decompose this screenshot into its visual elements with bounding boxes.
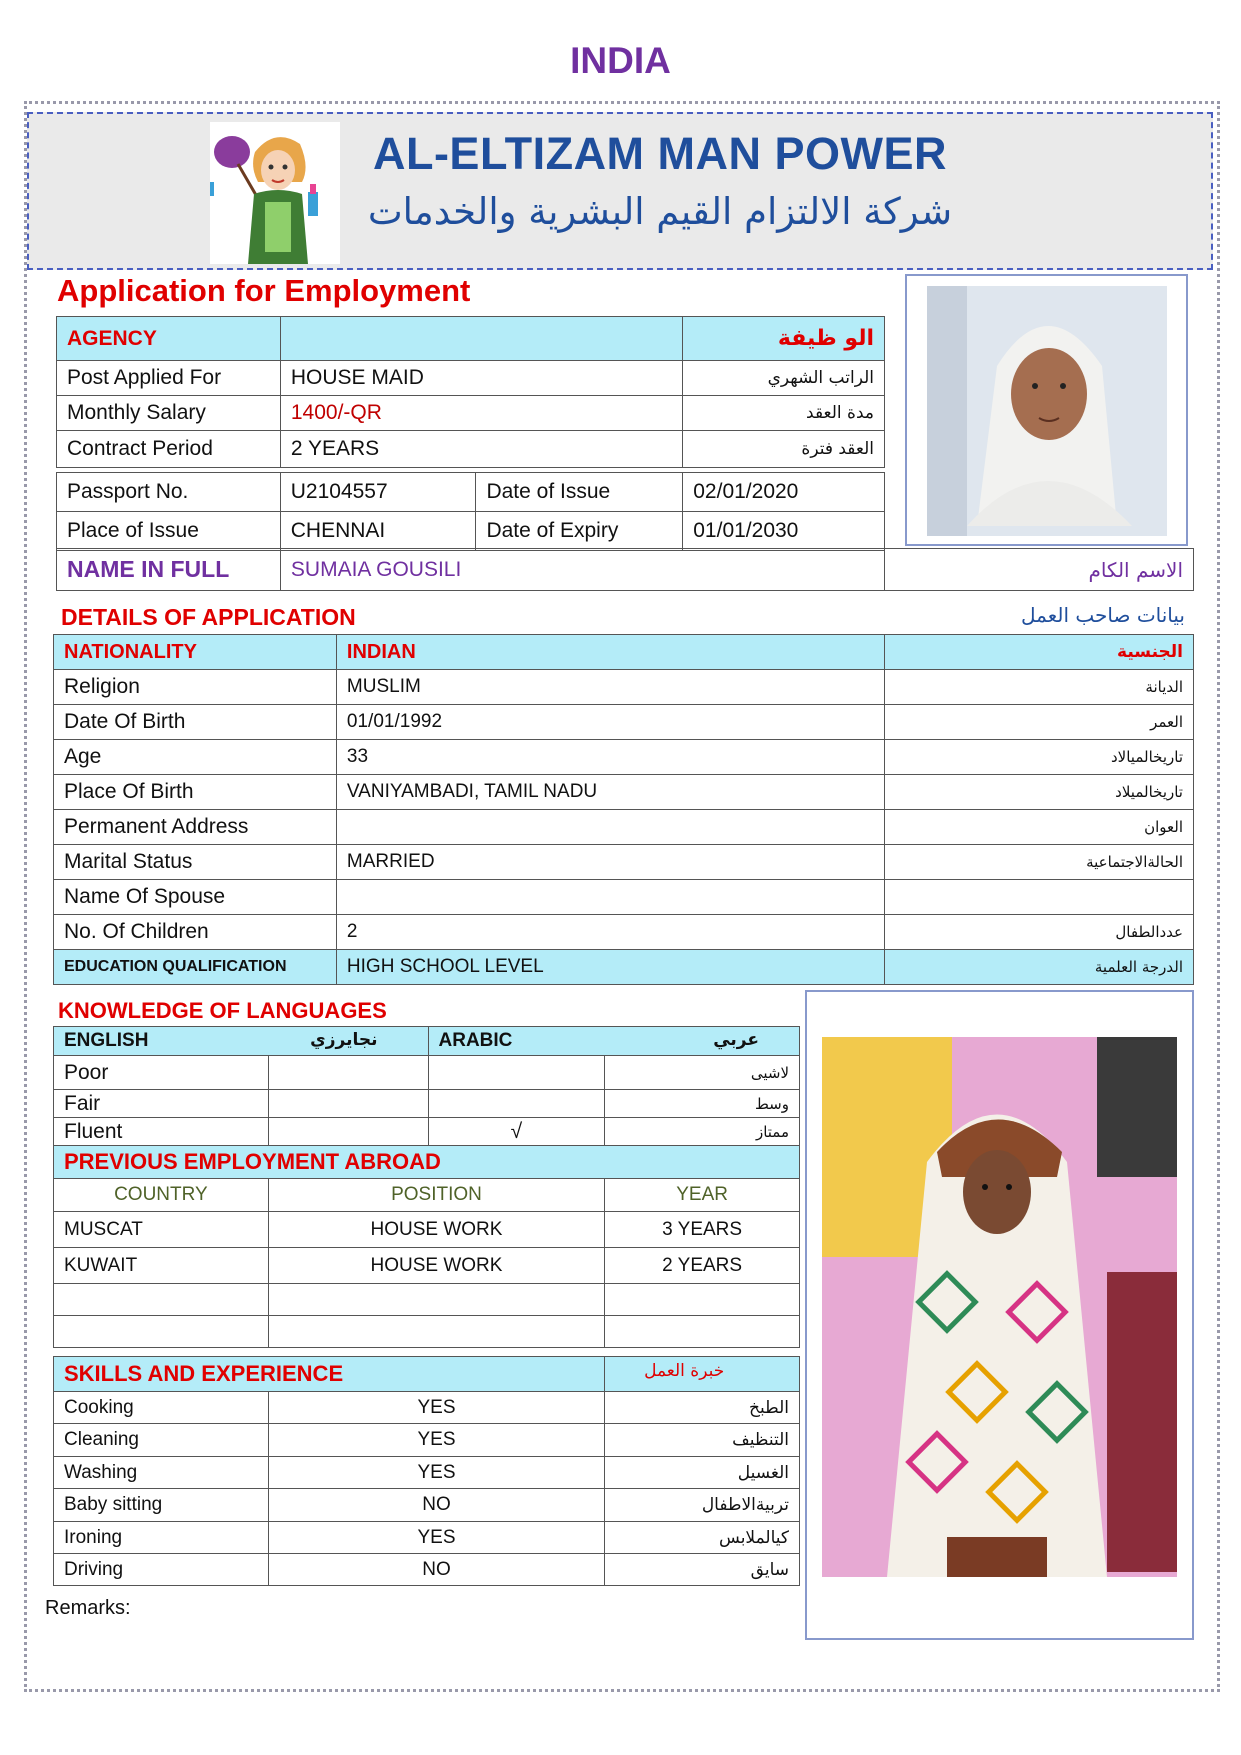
table-row <box>54 1522 800 1554</box>
place-issue-label: Place of Issue <box>57 512 281 551</box>
table-row <box>54 1392 800 1424</box>
address-label-ar: العوان <box>885 810 1194 845</box>
skills-heading-label: SKILLS AND EXPERIENCE <box>64 1361 344 1386</box>
col-year: YEAR <box>605 1179 800 1212</box>
emp-position <box>268 1316 605 1348</box>
skill-value: NO <box>268 1554 604 1586</box>
agency-label-ar: الو ظيفة <box>683 317 885 361</box>
skill-value: YES <box>268 1392 604 1424</box>
nationality-label: NATIONALITY <box>54 635 337 670</box>
emp-position <box>268 1284 605 1316</box>
expiry-date-value: 01/01/2030 <box>683 512 885 551</box>
table-row <box>54 1424 800 1457</box>
arabic-poor <box>428 1056 605 1090</box>
col-country: COUNTRY <box>54 1179 269 1212</box>
skills-table <box>53 1356 800 1586</box>
emp-country: MUSCAT <box>54 1212 269 1248</box>
education-label-ar: الدرجة العلمية <box>885 950 1194 985</box>
arabic-header <box>428 1027 799 1056</box>
spouse-label: Name Of Spouse <box>54 880 337 915</box>
agency-table <box>56 316 885 468</box>
col-position: POSITION <box>268 1179 605 1212</box>
issue-date-label: Date of Issue <box>476 473 683 512</box>
name-label: NAME IN FULL <box>57 549 281 591</box>
lang-level-poor-ar: لاشيى <box>605 1056 800 1090</box>
languages-table <box>53 1026 800 1146</box>
birthplace-label-ar: تاريخالميلاد <box>885 775 1194 810</box>
table-row <box>54 1284 800 1316</box>
english-poor <box>268 1056 428 1090</box>
age-label: Age <box>54 740 337 775</box>
table-row <box>54 1248 800 1284</box>
skill-name-ar: كيالملابس <box>605 1522 800 1554</box>
passport-no-label: Passport No. <box>57 473 281 512</box>
education-value: HIGH SCHOOL LEVEL <box>336 950 884 985</box>
spouse-label-ar <box>885 880 1194 915</box>
children-label-ar: عددالطفال <box>885 915 1194 950</box>
age-label-ar: تاريخالميالاد <box>885 740 1194 775</box>
application-title: Application for Employment <box>57 273 471 308</box>
marital-label: Marital Status <box>54 845 337 880</box>
english-header <box>54 1027 429 1056</box>
skill-name: Driving <box>54 1554 269 1586</box>
religion-value: MUSLIM <box>336 670 884 705</box>
dob-value: 01/01/1992 <box>336 705 884 740</box>
skill-name: Baby sitting <box>54 1489 269 1522</box>
skill-name: Cooking <box>54 1392 269 1424</box>
arabic-label-ar: عربي <box>713 1030 759 1050</box>
portrait-icon <box>907 276 1186 544</box>
religion-label: Religion <box>54 670 337 705</box>
marital-value: MARRIED <box>336 845 884 880</box>
table-row <box>54 1212 800 1248</box>
salary-label-ar: مدة العقد <box>683 396 885 431</box>
issue-date-value: 02/01/2020 <box>683 473 885 512</box>
english-label: ENGLISH <box>64 1030 149 1051</box>
emp-position: HOUSE WORK <box>268 1248 605 1284</box>
skill-value: NO <box>268 1489 604 1522</box>
skill-name-ar: التنظيف <box>605 1424 800 1457</box>
age-value: 33 <box>336 740 884 775</box>
name-label-ar: الاسم الكام <box>885 549 1194 591</box>
emp-year <box>605 1284 800 1316</box>
english-fluent <box>268 1118 428 1146</box>
contract-value: 2 YEARS <box>280 431 682 468</box>
emp-year: 3 YEARS <box>605 1212 800 1248</box>
skill-value: YES <box>268 1424 604 1457</box>
details-table <box>53 634 1194 985</box>
english-fair <box>268 1090 428 1118</box>
lang-level-fair-ar: وسط <box>605 1090 800 1118</box>
children-value: 2 <box>336 915 884 950</box>
lang-level-fluent-ar: ممتاز <box>605 1118 800 1146</box>
nationality-label-ar: الجنسية <box>885 635 1194 670</box>
marital-label-ar: الحالةالاجتماعية <box>885 845 1194 880</box>
skill-name-ar: سايق <box>605 1554 800 1586</box>
name-value: SUMAIA GOUSILI <box>280 549 884 591</box>
dob-label-ar: العمر <box>885 705 1194 740</box>
lang-level-fair: Fair <box>54 1090 269 1118</box>
company-name-en: AL-ELTIZAM MAN POWER <box>372 128 948 179</box>
expiry-date-label: Date of Expiry <box>476 512 683 551</box>
skill-name: Cleaning <box>54 1424 269 1457</box>
skill-name-ar: الطبخ <box>605 1392 800 1424</box>
address-label: Permanent Address <box>54 810 337 845</box>
emp-year <box>605 1316 800 1348</box>
birthplace-label: Place Of Birth <box>54 775 337 810</box>
emp-position: HOUSE WORK <box>268 1212 605 1248</box>
skill-name-ar: الغسيل <box>605 1457 800 1489</box>
post-label: Post Applied For <box>57 361 281 396</box>
skills-heading-ar: خبرة العمل <box>644 1361 725 1381</box>
place-issue-value: CHENNAI <box>280 512 476 551</box>
employment-heading: PREVIOUS EMPLOYMENT ABROAD <box>54 1146 800 1179</box>
nationality-value: INDIAN <box>336 635 884 670</box>
languages-heading: KNOWLEDGE OF LANGUAGES <box>58 998 387 1023</box>
lang-level-fluent: Fluent <box>54 1118 269 1146</box>
emp-country <box>54 1316 269 1348</box>
emp-country <box>54 1284 269 1316</box>
skills-heading <box>54 1357 725 1392</box>
address-value <box>336 810 884 845</box>
contract-label: Contract Period <box>57 431 281 468</box>
agency-value <box>280 317 682 361</box>
spouse-value <box>336 880 884 915</box>
religion-label-ar: الديانة <box>885 670 1194 705</box>
english-label-ar: نجايرزي <box>310 1030 378 1050</box>
employment-table <box>53 1145 800 1348</box>
employer-heading-ar: بيانات صاحب العمل <box>1021 603 1185 627</box>
table-row <box>54 1489 800 1522</box>
table-row <box>54 1316 800 1348</box>
skill-name: Washing <box>54 1457 269 1489</box>
skill-name: Ironing <box>54 1522 269 1554</box>
lang-level-poor: Poor <box>54 1056 269 1090</box>
post-value: HOUSE MAID <box>280 361 682 396</box>
table-row <box>54 1554 800 1586</box>
birthplace-value: VANIYAMBADI, TAMIL NADU <box>336 775 884 810</box>
applicant-full-photo <box>805 990 1194 1640</box>
arabic-fluent: √ <box>428 1118 605 1146</box>
name-table <box>56 548 1194 591</box>
education-label: EDUCATION QUALIFICATION <box>54 950 337 985</box>
maid-logo-icon <box>210 122 340 264</box>
salary-value: 1400/-QR <box>280 396 682 431</box>
passport-no-value: U2104557 <box>280 473 476 512</box>
emp-country: KUWAIT <box>54 1248 269 1284</box>
skill-value: YES <box>268 1522 604 1554</box>
remarks-label: Remarks: <box>45 1597 131 1619</box>
applicant-portrait-photo <box>905 274 1188 546</box>
arabic-fair <box>428 1090 605 1118</box>
full-photo-icon <box>807 992 1192 1638</box>
agency-label: AGENCY <box>57 317 281 361</box>
children-label: No. Of Children <box>54 915 337 950</box>
company-name-ar: شركة الالتزام القيم البشرية والخدمات <box>367 190 953 233</box>
table-row <box>54 1457 800 1489</box>
skill-name-ar: تربيةالاطفال <box>605 1489 800 1522</box>
emp-year: 2 YEARS <box>605 1248 800 1284</box>
details-heading: DETAILS OF APPLICATION <box>61 604 356 630</box>
salary-label: Monthly Salary <box>57 396 281 431</box>
skill-value: YES <box>268 1457 604 1489</box>
passport-table <box>56 472 885 551</box>
arabic-label: ARABIC <box>438 1030 513 1051</box>
contract-label-ar: العقد فترة <box>683 431 885 468</box>
dob-label: Date Of Birth <box>54 705 337 740</box>
post-label-ar: الراتب الشهري <box>683 361 885 396</box>
country-title: INDIA <box>570 40 671 81</box>
